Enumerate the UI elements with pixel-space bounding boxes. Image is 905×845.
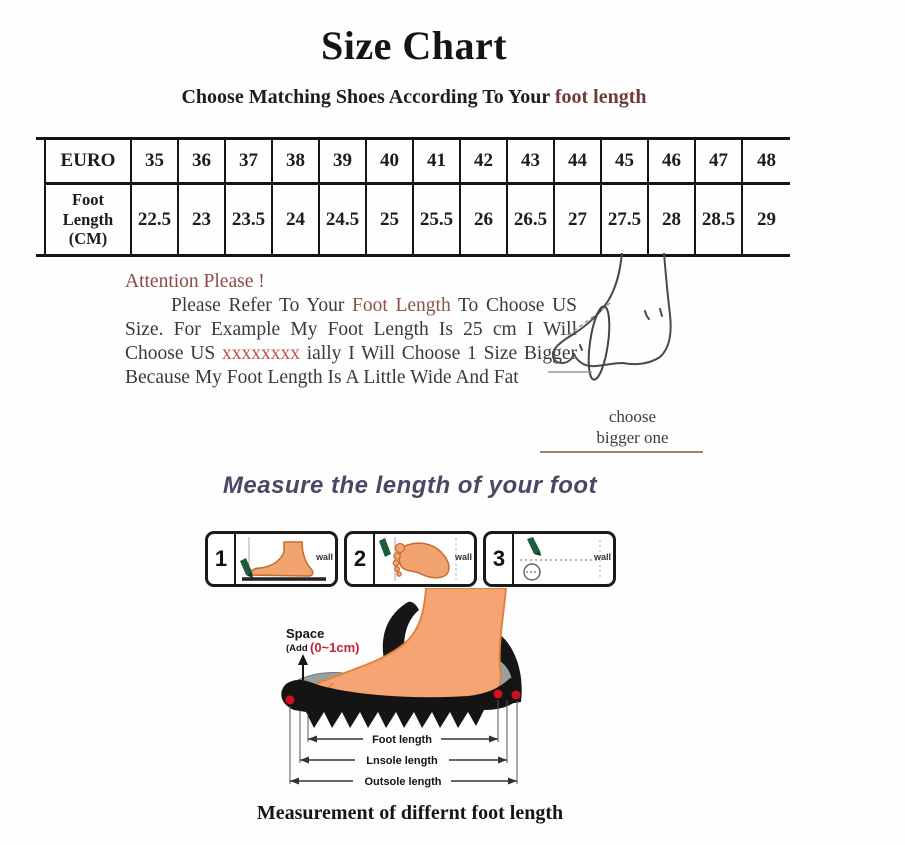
attention-redacted-text: xxxxxxxx — [221, 343, 300, 364]
euro-size-cell: 46 — [649, 140, 696, 185]
size-table-grid — [44, 140, 790, 254]
diagram-caption: Measurement of differnt foot length — [256, 802, 564, 824]
note-line1: choose — [608, 407, 657, 426]
subtitle-text: Choose Matching Shoes According To Your — [181, 86, 555, 108]
foot-measurement-diagram — [270, 588, 590, 798]
euro-size-cell: 42 — [461, 140, 508, 185]
foot-length-cell: 22.5 — [132, 185, 179, 254]
foot-length-cell: 25.5 — [414, 185, 461, 254]
euro-size-cell: 41 — [414, 140, 461, 185]
size-chart-table — [36, 137, 790, 257]
space-add-value: (0~1cm) — [310, 640, 360, 655]
step-number: 2 — [347, 534, 375, 584]
choose-bigger-note — [555, 406, 710, 448]
euro-size-cell: 44 — [555, 140, 602, 185]
euro-size-cell: 38 — [273, 140, 320, 185]
wall-label: wall — [315, 552, 333, 562]
euro-size-cell: 43 — [508, 140, 555, 185]
outsole-length-label: Outsole length — [364, 776, 442, 788]
wall-label: wall — [593, 552, 611, 562]
space-add-prefix: (Add — [286, 643, 308, 654]
attention-text: Please Refer To Your — [171, 295, 353, 316]
foot-length-label: Foot length — [372, 734, 432, 746]
foot-length-cell: 26 — [461, 185, 508, 254]
foot-length-cell: 28.5 — [696, 185, 743, 254]
attention-text: ially I Will Choose 1 Size Bigger Because My Foot Length Is A Little Wide And Fat — [125, 343, 577, 388]
attention-foot-length-highlight: Foot Length — [352, 295, 451, 316]
foot-length-cell: 25 — [367, 185, 414, 254]
foot-length-cell: 29 — [757, 208, 776, 230]
measure-dot — [286, 696, 295, 705]
step-number: 3 — [486, 534, 514, 584]
foot-length-cell: 28 — [649, 185, 696, 254]
step-number: 1 — [208, 534, 236, 584]
euro-size-cell: 47 — [696, 140, 743, 185]
marker-pen-icon — [379, 538, 391, 557]
foot-length-cell: 23.5 — [226, 185, 273, 254]
euro-size-cell: 48 — [743, 140, 790, 185]
page-title: Size Chart — [320, 23, 508, 68]
attention-heading: Attention Please ! — [125, 271, 265, 292]
instep-dashed-line — [568, 303, 610, 335]
step-3-body — [514, 534, 613, 584]
measuring-loop-icon — [585, 305, 613, 381]
step-panel-3 — [483, 531, 616, 587]
euro-size-cell: 35 — [132, 140, 179, 185]
step-panel-1 — [205, 531, 338, 587]
foot-length-cell: 24.5 — [320, 185, 367, 254]
foot-length-cell: 26.5 — [508, 185, 555, 254]
attention-paragraph — [125, 294, 577, 390]
subtitle-highlight: foot length — [554, 86, 647, 108]
step-panel-2 — [344, 531, 477, 587]
euro-size-cell: 37 — [226, 140, 273, 185]
foot-length-cell: 27.5 — [602, 185, 649, 254]
attention-text: To Choose US Size. For Example My Foot Length Is 25 cm I Will Choose US — [125, 295, 578, 364]
foot-length-cell: 23 — [179, 185, 226, 254]
table-header-euro: EURO — [44, 140, 132, 185]
euro-size-cell: 36 — [179, 140, 226, 185]
foot-length-cell: 24 — [273, 185, 320, 254]
measure-section-heading: Measure the length of your foot — [222, 472, 598, 499]
marker-pen-icon — [240, 558, 252, 575]
euro-size-cell: 45 — [602, 140, 649, 185]
step-1-body — [236, 534, 335, 584]
marker-pen-icon — [527, 537, 540, 554]
euro-size-cell: 40 — [367, 140, 414, 185]
wall-label: wall — [454, 552, 472, 562]
note-line2: bigger one — [596, 428, 669, 447]
space-label: Space — [286, 626, 325, 641]
note-underline — [540, 451, 703, 453]
measure-dot — [512, 691, 521, 700]
measurement-steps-row — [205, 531, 616, 587]
euro-size-cell: 39 — [320, 140, 367, 185]
attention-block — [125, 270, 577, 390]
foot-length-cell: 27 — [555, 185, 602, 254]
insole-length-label: Lnsole length — [366, 755, 438, 767]
table-header-foot-length: Foot Length (CM) — [44, 185, 132, 254]
foot-sketch-illustration — [548, 253, 698, 411]
page-subtitle — [0, 86, 828, 109]
step-2-body — [375, 534, 474, 584]
measure-dot — [494, 690, 503, 699]
